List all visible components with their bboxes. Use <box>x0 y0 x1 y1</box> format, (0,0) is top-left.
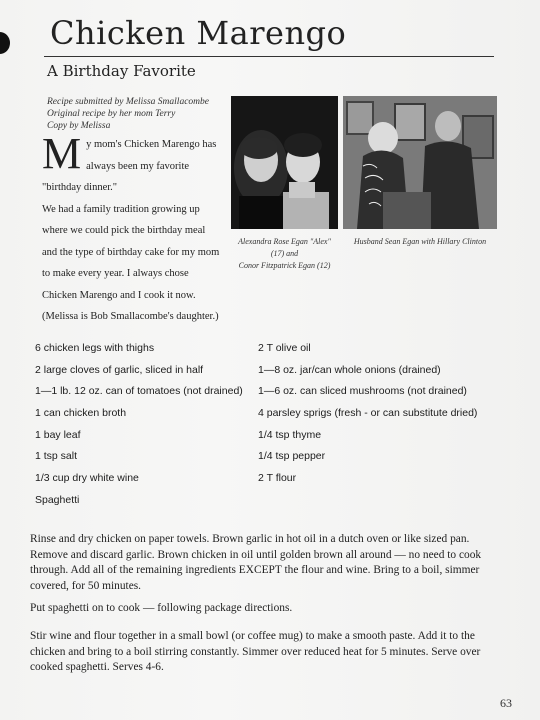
intro-line: always been my favorite "birthday dinner." <box>42 160 190 193</box>
ingredient-item: Spaghetti <box>35 493 80 506</box>
ingredient-item: 2 T flour <box>258 472 297 485</box>
caption-line: Conor Fitzpatrick Egan (12) <box>238 261 331 270</box>
drop-cap: M <box>42 129 82 178</box>
ingredient-item: 1 tsp salt <box>35 450 78 463</box>
family-photo-image <box>231 96 338 229</box>
clinton-photo <box>343 96 497 229</box>
ingredient-item: 1/3 cup dry white wine <box>35 472 139 485</box>
recipe-credits <box>47 96 227 132</box>
credit-line: Copy by Melissa <box>47 121 111 131</box>
ingredients-right-column <box>258 341 477 493</box>
ingredient-item: 1/4 tsp pepper <box>258 450 326 463</box>
caption-line: (17) and <box>270 249 299 258</box>
intro-line: y mom's Chicken Marengo has <box>86 139 217 150</box>
ingredient-item: 1—6 oz. can sliced mushrooms (not drained) <box>258 385 467 398</box>
ingredient-item: 1/4 tsp thyme <box>258 428 322 441</box>
direction-step: Rinse and dry chicken on paper towels. Brown garlic in hot oil in a dutch oven or like sized pan. Remove and discard garlic. Brown chicken in oil until golden brown all around — no need to cook through. Add all of the remaining ingredients EXCEPT the flour and wine. Bring to a boil, simmer covered, for 50 minutes. <box>30 533 482 592</box>
family-photo-caption <box>231 236 338 272</box>
intro-paragraph <box>42 129 227 328</box>
intro-line: Chicken Marengo and I cook it now. <box>42 289 196 301</box>
recipe-title: Chicken Marengo <box>50 14 347 52</box>
intro-line: where we could pick the birthday meal <box>42 225 206 236</box>
ingredient-item: 1 bay leaf <box>35 428 81 441</box>
intro-line: We had a family tradition growing up <box>42 203 200 215</box>
ingredient-item: 4 parsley sprigs (fresh - or can substitute dried) <box>258 407 478 420</box>
binder-hole <box>0 32 10 54</box>
recipe-subtitle: A Birthday Favorite <box>47 62 196 80</box>
credit-line: Recipe submitted by Melissa Smallacombe <box>47 97 209 107</box>
ingredients-left-column <box>35 341 243 515</box>
clinton-photo-caption: Husband Sean Egan with Hillary Clinton <box>353 237 487 246</box>
caption-line: Alexandra Rose Egan "Alex" <box>238 237 331 246</box>
clinton-photo-image <box>343 96 497 229</box>
ingredient-item: 1—8 oz. jar/can whole onions (drained) <box>258 363 441 376</box>
page-number: 63 <box>500 696 512 710</box>
ingredient-item: 2 large cloves of garlic, sliced in half <box>35 363 204 376</box>
ingredient-item: 2 T olive oil <box>258 342 311 354</box>
intro-line: to make every year. I always chose <box>42 268 189 279</box>
credit-line: Original recipe by her mom Terry <box>47 109 176 119</box>
family-photo <box>231 96 338 229</box>
direction-step: Stir wine and flour together in a small bowl (or coffee mug) to make a smooth paste. Add it to the chicken and bring to a boil stirring constantly. Simmer over reduced heat for 5 minutes. Serve over cooked spaghetti. Serves 4-6. <box>30 630 481 673</box>
intro-line: and the type of birthday cake for my mom <box>42 246 220 258</box>
ingredient-item: 1 can chicken broth <box>35 407 127 420</box>
ingredient-item: 1—1 lb. 12 oz. can of tomatoes (not drained) <box>35 385 243 398</box>
intro-line: (Melissa is Bob Smallacombe's daughter.) <box>42 311 219 322</box>
title-underline <box>44 56 494 57</box>
ingredient-item: 6 chicken legs with thighs <box>35 342 155 354</box>
direction-step: Put spaghetti on to cook — following package directions. <box>30 602 293 614</box>
